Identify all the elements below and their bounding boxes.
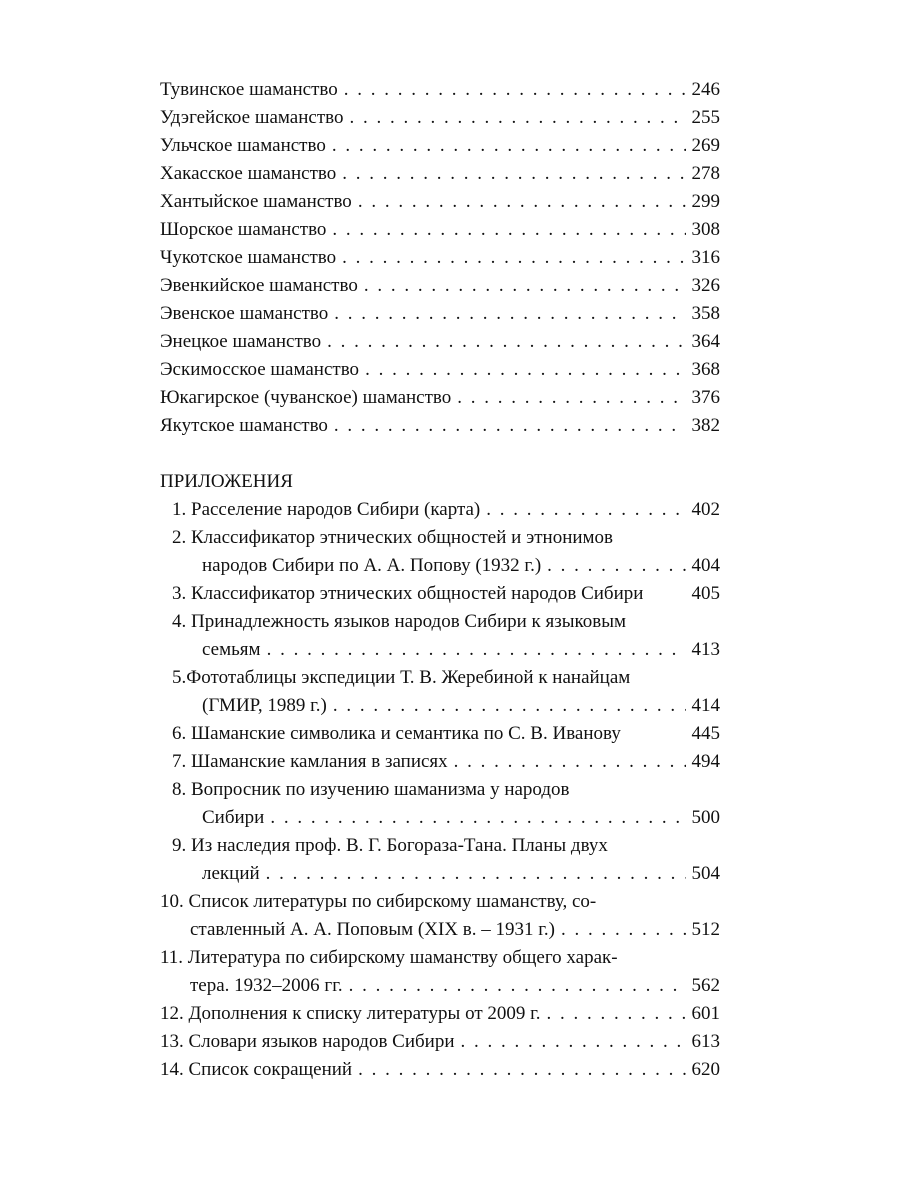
appendices-section [160, 496, 720, 1084]
dot-leader [349, 972, 686, 1000]
entry-continuation [172, 860, 720, 888]
entry-title: Эвенское шаманство [160, 303, 329, 324]
dot-leader [486, 496, 685, 524]
entry-page: 414 [691, 695, 720, 716]
appendix-entry[interactable] [160, 1056, 720, 1084]
entry-title: 7. Шаманские камлания в записях [172, 751, 448, 772]
entry-continuation [172, 636, 720, 664]
entry-title-line: 8. Вопросник по изучению шаманизма у народов [172, 779, 570, 800]
dot-leader [266, 860, 686, 888]
entry-title: 3. Классификатор этнических общностей народов Сибири [172, 583, 644, 604]
dot-leader [344, 76, 686, 104]
entry-page: 494 [691, 751, 720, 772]
toc-entry[interactable] [160, 300, 720, 328]
entry-title: Юкагирское (чуванское) шаманство [160, 387, 452, 408]
dot-leader [461, 1028, 686, 1056]
entry-page: 382 [691, 415, 720, 436]
dot-leader [333, 692, 686, 720]
entry-continuation [160, 916, 720, 944]
dot-leader [364, 272, 686, 300]
entry-title: семьям [202, 639, 261, 660]
toc-entry[interactable] [160, 328, 720, 356]
entry-title-line: 5.Фототаблицы экспедиции Т. В. Жеребиной к нанайцам [172, 667, 631, 688]
dot-leader [358, 188, 686, 216]
shamanism-section [160, 76, 720, 440]
entry-title: Тувинское шаманство [160, 79, 338, 100]
entry-page: 413 [691, 639, 720, 660]
entry-page: 308 [691, 219, 720, 240]
entry-page: 601 [691, 1003, 720, 1024]
entry-title: 13. Словари языков народов Сибири [160, 1031, 455, 1052]
toc-entry[interactable] [160, 188, 720, 216]
entry-title: Эскимосское шаманство [160, 359, 360, 380]
dot-leader [267, 636, 686, 664]
entry-continuation [172, 552, 720, 580]
appendix-entry[interactable] [172, 720, 720, 748]
entry-title: Эвенкийское шаманство [160, 275, 358, 296]
toc-entry[interactable] [160, 104, 720, 132]
entry-page: 402 [691, 499, 720, 520]
entry-page: 620 [691, 1059, 720, 1080]
dot-leader [327, 328, 685, 356]
toc-entry[interactable] [160, 244, 720, 272]
appendix-entry[interactable] [160, 888, 720, 944]
appendix-entry[interactable] [172, 664, 720, 720]
appendix-entry[interactable] [172, 496, 720, 524]
entry-page: 358 [691, 303, 720, 324]
entry-page: 278 [691, 163, 720, 184]
dot-leader [332, 216, 685, 244]
entry-title-line: 11. Литература по сибирскому шаманству общего харак- [160, 947, 618, 968]
entry-title: Сибири [202, 807, 265, 828]
entry-title: тера. 1932–2006 гг. [190, 975, 343, 996]
toc-entry[interactable] [160, 216, 720, 244]
dot-leader [334, 300, 685, 328]
entry-page: 512 [691, 919, 720, 940]
dot-leader [342, 160, 685, 188]
entry-title-line: 10. Список литературы по сибирскому шаманству, со- [160, 891, 597, 912]
entry-page: 445 [691, 723, 720, 744]
entry-page: 364 [691, 331, 720, 352]
dot-leader [334, 412, 686, 440]
entry-title-line: 4. Принадлежность языков народов Сибири к языковым [172, 611, 627, 632]
entry-title: Якутское шаманство [160, 415, 328, 436]
dot-leader [358, 1056, 685, 1084]
dot-leader [454, 748, 686, 776]
entry-page: 613 [691, 1031, 720, 1052]
entry-title: народов Сибири по А. А. Попову (1932 г.) [202, 555, 542, 576]
appendices-heading: ПРИЛОЖЕНИЯ [160, 471, 293, 492]
entry-title-line: 9. Из наследия проф. В. Г. Богораза-Тана. Планы двух [172, 835, 608, 856]
entry-continuation [172, 692, 720, 720]
entry-page: 562 [691, 975, 720, 996]
entry-title: Шорское шаманство [160, 219, 327, 240]
appendix-entry[interactable] [172, 580, 720, 608]
appendix-entry[interactable] [160, 1000, 720, 1028]
toc-entry[interactable] [160, 384, 720, 412]
appendix-entry[interactable] [172, 832, 720, 888]
toc-entry[interactable] [160, 132, 720, 160]
entry-page: 326 [691, 275, 720, 296]
dot-leader [547, 552, 685, 580]
dot-leader [457, 384, 685, 412]
entry-page: 255 [691, 107, 720, 128]
toc-entry[interactable] [160, 356, 720, 384]
entry-title: Чукотское шаманство [160, 247, 337, 268]
entry-page: 504 [691, 863, 720, 884]
entry-title: 6. Шаманские символика и семантика по С. В. Иванову [172, 723, 621, 744]
dot-leader [342, 244, 685, 272]
appendix-entry[interactable] [172, 524, 720, 580]
entry-page: 246 [691, 79, 720, 100]
appendix-entry[interactable] [160, 944, 720, 1000]
entry-title: 1. Расселение народов Сибири (карта) [172, 499, 481, 520]
entry-page: 299 [691, 191, 720, 212]
entry-title: Энецкое шаманство [160, 331, 322, 352]
dot-leader [365, 356, 685, 384]
entry-title: ставленный А. А. Поповым (XIX в. – 1931 г.) [190, 919, 555, 940]
toc-entry[interactable] [160, 412, 720, 440]
entry-page: 316 [691, 247, 720, 268]
appendix-entry[interactable] [160, 1028, 720, 1056]
entry-page: 368 [691, 359, 720, 380]
toc-entry[interactable] [160, 272, 720, 300]
dot-leader [349, 104, 685, 132]
dot-leader [270, 804, 685, 832]
entry-title: 14. Список сокращений [160, 1059, 353, 1080]
entry-title: Хантыйское шаманство [160, 191, 352, 212]
toc-entry[interactable] [160, 76, 720, 104]
entry-page: 376 [691, 387, 720, 408]
entry-title: (ГМИР, 1989 г.) [202, 695, 327, 716]
entry-page: 405 [691, 583, 720, 604]
dot-leader [547, 1000, 686, 1028]
entry-title: лекций [202, 863, 260, 884]
entry-continuation [160, 972, 720, 1000]
entry-title-line: 2. Классификатор этнических общностей и этнонимов [172, 527, 614, 548]
entry-title: Ульчское шаманство [160, 135, 326, 156]
entry-page: 404 [691, 555, 720, 576]
table-of-contents [160, 76, 720, 1084]
entry-title: Удэгейское шаманство [160, 107, 344, 128]
entry-continuation [172, 804, 720, 832]
dot-leader [561, 916, 686, 944]
appendix-entry[interactable] [172, 776, 720, 832]
dot-leader [332, 132, 686, 160]
entry-page: 269 [691, 135, 720, 156]
entry-title: 12. Дополнения к списку литературы от 2009 г. [160, 1003, 541, 1024]
entry-title: Хакасское шаманство [160, 163, 337, 184]
appendix-entry[interactable] [172, 748, 720, 776]
appendix-entry[interactable] [172, 608, 720, 664]
toc-entry[interactable] [160, 160, 720, 188]
entry-page: 500 [691, 807, 720, 828]
